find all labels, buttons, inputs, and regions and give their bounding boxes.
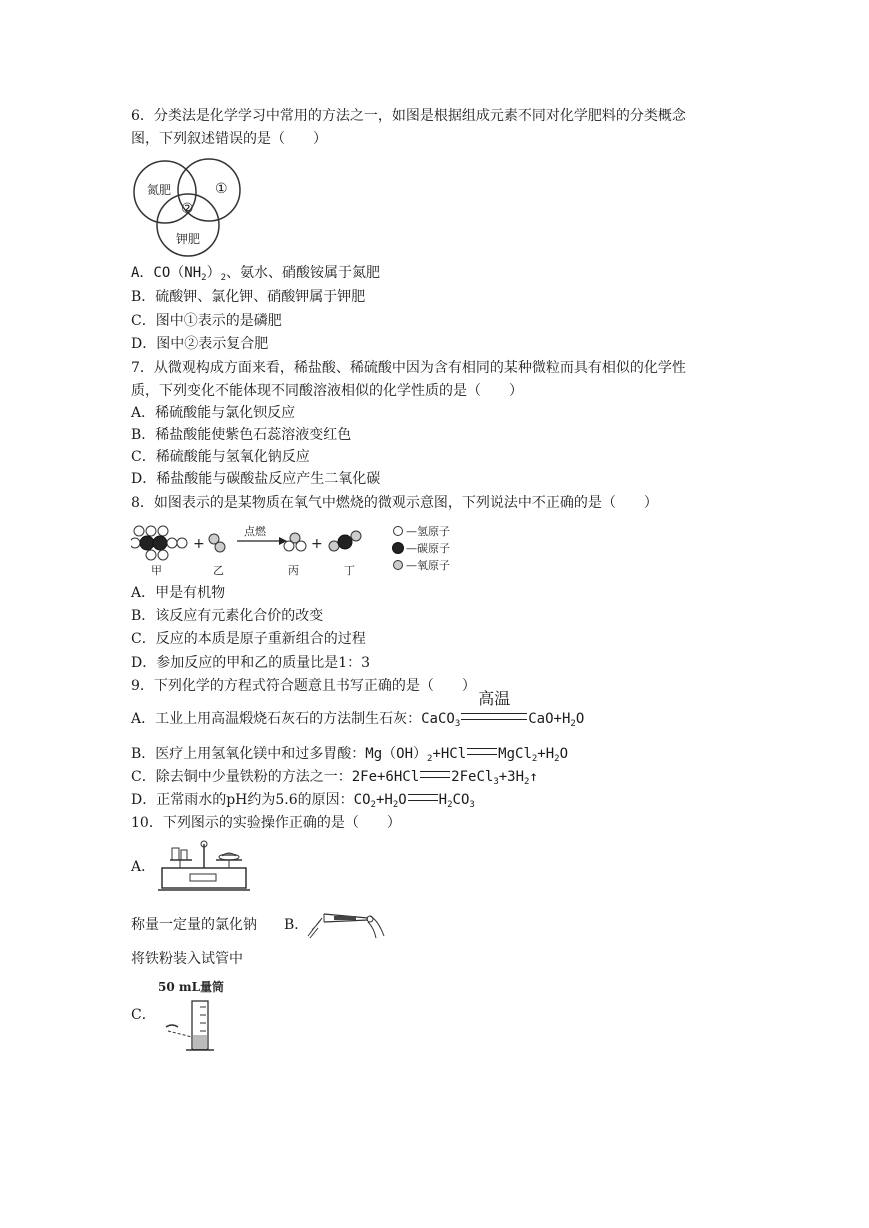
q10-option-a-caption: 称量一定量的氯化钠 xyxy=(131,917,257,933)
cylinder-label: 50 mL量筒 xyxy=(158,980,225,994)
q9-option-c[interactable]: C．除去铜中少量铁粉的方法之一：2Fe+6HCl $2FeCl_3+3H_2↑$ xyxy=(131,769,538,787)
legend-oxygen: —氧原子 xyxy=(406,559,450,572)
label-jia: 甲 xyxy=(151,564,162,577)
q6-option-c[interactable]: C．图中①表示的是磷肥 xyxy=(131,313,282,329)
q8-option-c[interactable]: C．反应的本质是原子重新组合的过程 xyxy=(131,631,366,647)
label-yi: 乙 xyxy=(213,564,224,577)
q10-stem: 10．下列图示的实验操作正确的是（ ） xyxy=(131,815,401,831)
q10-option-c-label[interactable]: C． xyxy=(131,1007,156,1023)
q7-option-b[interactable]: B．稀盐酸能使紫色石蕊溶液变红色 xyxy=(131,427,352,443)
q8-stem: 8．如图表示的是某物质在氧气中燃烧的微观示意图，下列说法中不正确的是（ ） xyxy=(131,495,658,511)
venn-label-potassium: 钾肥 xyxy=(176,232,201,246)
molecule-bing xyxy=(284,533,306,551)
fertilizer-venn-diagram xyxy=(131,157,246,261)
q6-option-b[interactable]: B．硫酸钾、氯化钾、硝酸钾属于钾肥 xyxy=(131,289,366,305)
label-ding: 丁 xyxy=(344,564,355,577)
legend-hydrogen: —氢原子 xyxy=(406,525,450,538)
molecule-ding xyxy=(329,531,361,551)
q6-stem-line2: 图，下列叙述错误的是（ ） xyxy=(131,131,327,147)
molecule-yi xyxy=(209,534,225,552)
diagram-plus-2: + xyxy=(311,536,323,552)
test-tube-image xyxy=(304,906,386,940)
q10-option-b-caption: 将铁粉装入试管中 xyxy=(131,951,243,967)
equals-sign xyxy=(408,794,438,801)
measuring-cylinder-image xyxy=(156,977,246,1055)
q8-option-a[interactable]: A．甲是有机物 xyxy=(131,585,226,601)
q7-stem-line1: 7．从微观构成方面来看，稀盐酸、稀硫酸中因为含有相同的某种微粒而具有相似的化学性 xyxy=(131,360,686,376)
combustion-micro-diagram xyxy=(131,522,481,578)
q8-option-d[interactable]: D．参加反应的甲和乙的质量比是1：3 xyxy=(131,655,371,671)
high-temp-equals xyxy=(460,689,528,729)
q6-option-d[interactable]: D．图中②表示复合肥 xyxy=(131,336,269,352)
q7-option-d[interactable]: D．稀盐酸能与碳酸盐反应产生二氧化碳 xyxy=(131,471,381,487)
q7-stem-line2: 质，下列变化不能体现不同酸溶液相似的化学性质的是（ ） xyxy=(131,383,523,399)
equals-sign xyxy=(420,771,450,778)
molecule-jia xyxy=(131,526,187,560)
venn-label-mark1: ① xyxy=(215,181,228,197)
high-temp-condition: 高温 xyxy=(478,689,511,708)
q8-option-b[interactable]: B．该反应有元素化合价的改变 xyxy=(131,608,324,624)
venn-label-mark2: ② xyxy=(181,201,194,217)
q7-option-a[interactable]: A．稀硫酸能与氯化钡反应 xyxy=(131,405,296,421)
q9-stem: 9．下列化学的方程式符合题意且书写正确的是（ ） xyxy=(131,678,476,694)
diagram-plus-1: + xyxy=(193,536,205,552)
q10-option-a-label[interactable]: A． xyxy=(131,859,156,875)
q9-option-a[interactable]: A．工业上用高温煅烧石灰石的方法制生石灰：CaCO$_3$ 高温 $CaO+H_2O$ xyxy=(131,689,585,729)
q9-option-d[interactable]: D．正常雨水的pH约为5.6的原因：$CO_2+H_2O$ $H_2CO_3$ xyxy=(131,792,475,810)
q6-option-a[interactable]: A．$CO(NH_2)_2$、氨水、硝酸铵属于氮肥 xyxy=(131,265,380,283)
gas-arrow-icon: ↑ xyxy=(529,769,538,785)
diagram-legend xyxy=(393,524,451,572)
label-bing: 丙 xyxy=(288,564,299,577)
q6-stem-line1: 6．分类法是化学学习中常用的方法之一，如图是根据组成元素不同对化学肥料的分类概念 xyxy=(131,108,686,124)
q9-option-b[interactable]: B．医疗上用氢氧化镁中和过多胃酸：$Mg(OH)_2+HCl$ $MgCl_2+H_2O$ xyxy=(131,746,569,764)
venn-label-nitrogen: 氮肥 xyxy=(147,183,172,197)
diagram-condition: 点燃 xyxy=(244,525,266,538)
legend-carbon: —碳原子 xyxy=(406,542,450,555)
equals-sign xyxy=(467,748,497,755)
q10-option-b-label[interactable]: B． xyxy=(284,917,309,933)
balance-scale-image xyxy=(156,838,252,898)
q7-option-c[interactable]: C．稀硫酸能与氢氧化钠反应 xyxy=(131,449,310,465)
